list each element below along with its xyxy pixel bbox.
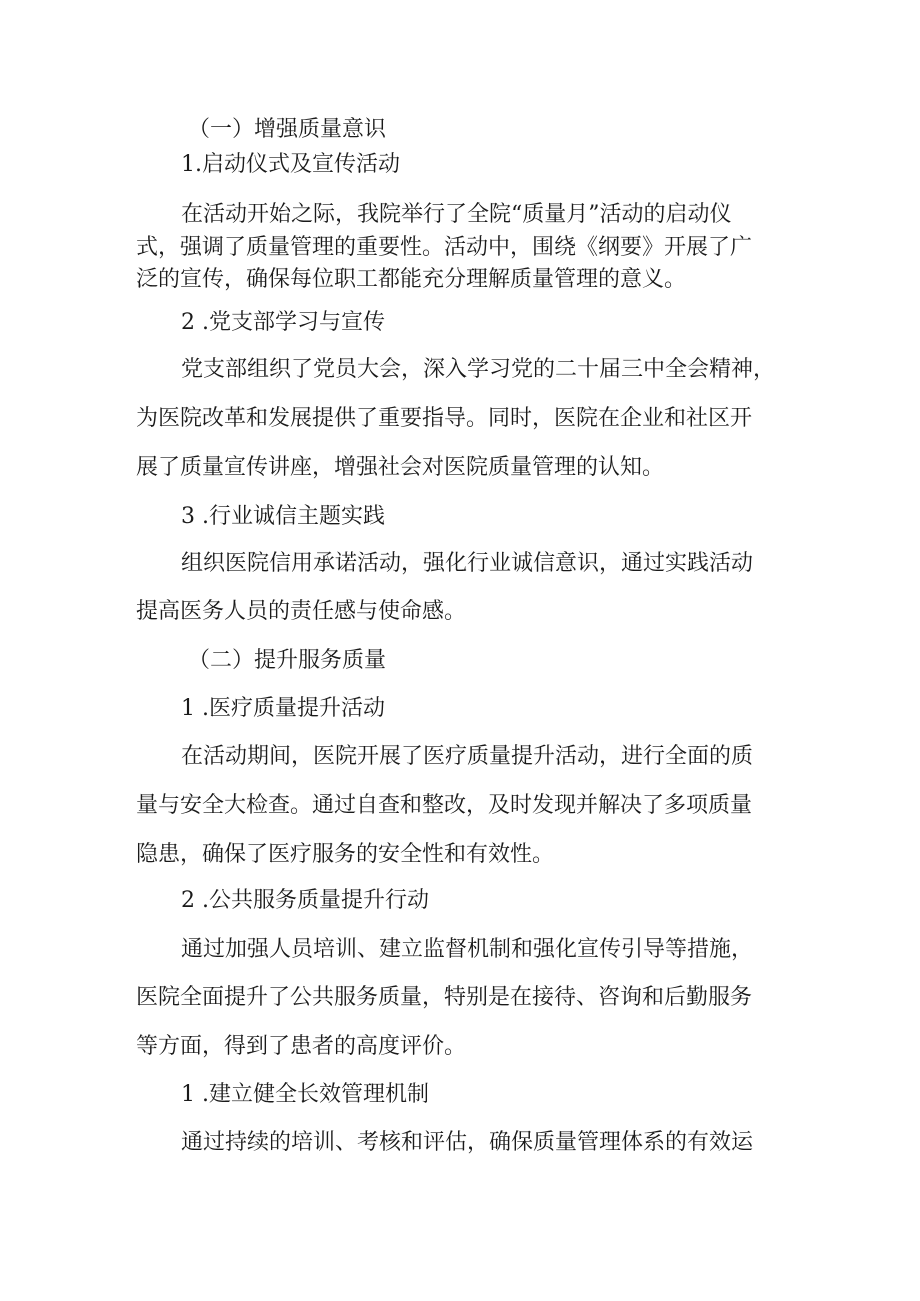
paragraph-line: 式，强调了质量管理的重要性。活动中，围绕《纲要》开展了广 (136, 235, 753, 260)
section-heading: （二）提升服务质量 (188, 648, 387, 673)
paragraph-line: 量与安全大检查。通过自查和整改，及时发现并解决了多项质量 (136, 793, 753, 818)
paragraph-line: 展了质量宣传讲座，增强社会对医院质量管理的认知。 (136, 455, 665, 480)
paragraph-line: 通过持续的培训、考核和评估，确保质量管理体系的有效运 (181, 1130, 754, 1155)
paragraph-line: 等方面，得到了患者的高度评价。 (136, 1034, 467, 1059)
paragraph-line: 在活动期间，医院开展了医疗质量提升活动，进行全面的质 (181, 744, 754, 769)
item-title: 1 .建立健全长效管理机制 (181, 1082, 429, 1107)
item-title: 2 .党支部学习与宣传 (181, 310, 385, 335)
paragraph-line: 在活动开始之际，我院举行了全院“质量月”活动的启动仪 (181, 202, 732, 227)
item-title: 1 .医疗质量提升活动 (181, 696, 385, 721)
paragraph-line: 提高医务人员的责任感与使命感。 (136, 599, 467, 624)
paragraph-line: 党支部组织了党员大会，深入学习党的二十届三中全会精神， (181, 357, 776, 382)
paragraph-line: 医院全面提升了公共服务质量，特别是在接待、咨询和后勤服务 (136, 985, 753, 1010)
paragraph-line: 隐患，确保了医疗服务的安全性和有效性。 (136, 842, 555, 867)
item-title: 1.启动仪式及宣传活动 (181, 152, 400, 177)
paragraph-line: 泛的宣传，确保每位职工都能充分理解质量管理的意义。 (136, 267, 687, 292)
paragraph-line: 为医院改革和发展提供了重要指导。同时，医院在企业和社区开 (136, 406, 753, 431)
item-title: 3 .行业诚信主题实践 (181, 504, 385, 529)
item-title: 2 .公共服务质量提升行动 (181, 888, 429, 913)
paragraph-line: 组织医院信用承诺活动，强化行业诚信意识，通过实践活动 (181, 551, 754, 576)
section-heading: （一）增强质量意识 (188, 117, 387, 142)
paragraph-line: 通过加强人员培训、建立监督机制和强化宣传引导等措施， (181, 937, 754, 962)
